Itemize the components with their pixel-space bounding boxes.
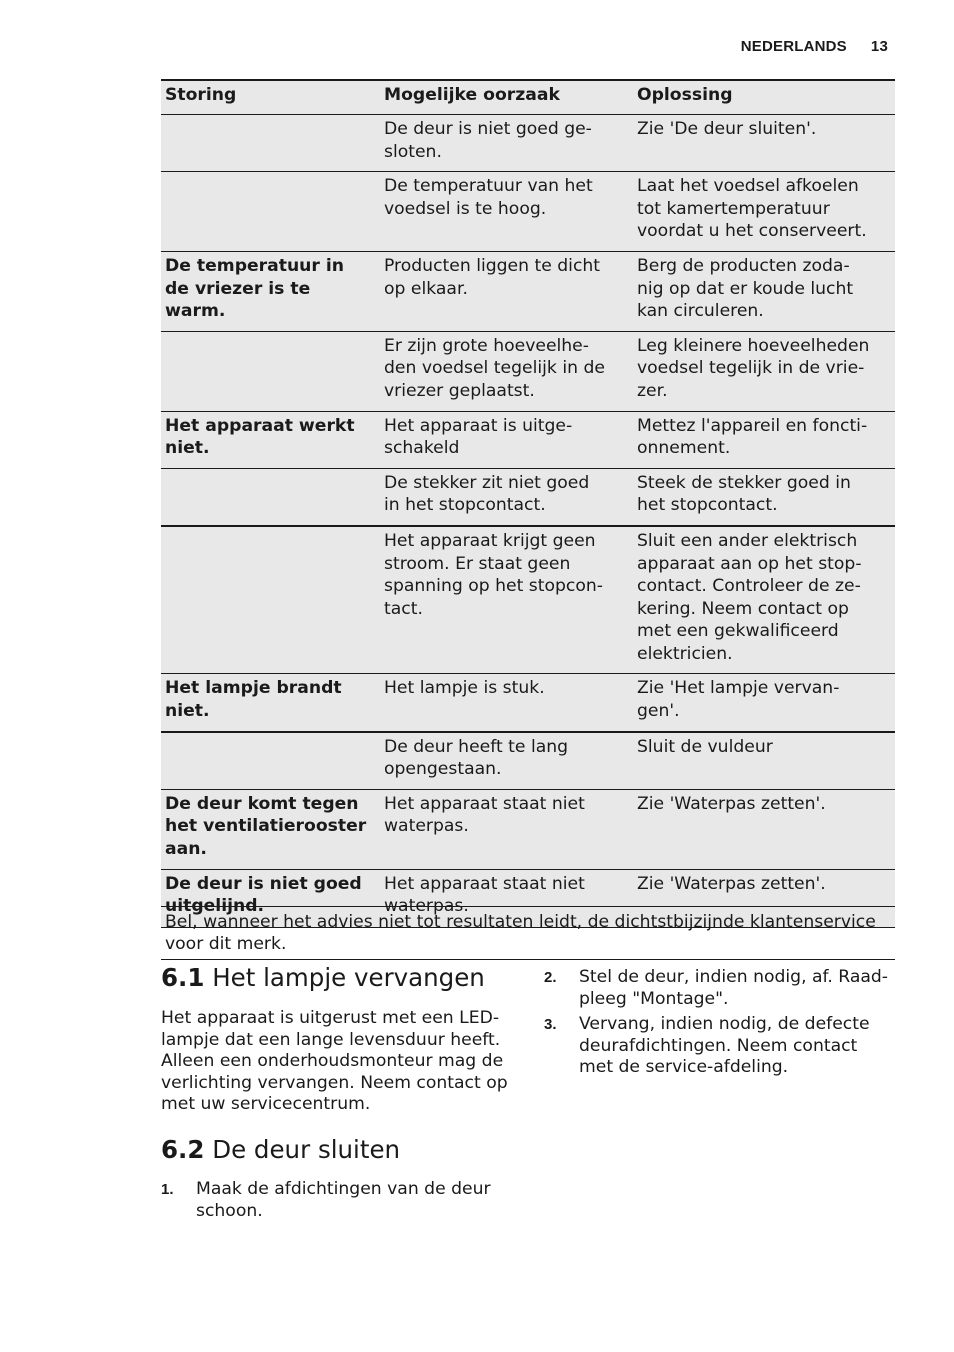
column-header-storing: Storing bbox=[161, 80, 380, 115]
cell-oorzaak: Het apparaat krijgt geen stroom. Er staat geen spanning op het stopcon- tact. bbox=[380, 526, 633, 674]
step-number: 2. bbox=[544, 969, 557, 986]
cell-oorzaak: De deur is niet goed ge- sloten. bbox=[380, 115, 633, 172]
step-text: Stel de deur, indien nodig, af. Raad- pleeg "Montage". bbox=[579, 967, 888, 1009]
cell-oorzaak: Het lampje is stuk. bbox=[380, 674, 633, 732]
table-row bbox=[161, 172, 895, 252]
cell-storing bbox=[161, 331, 380, 411]
cell-storing: De deur komt tegen het ventilatierooster aan. bbox=[161, 789, 380, 869]
troubleshooting-table bbox=[161, 79, 895, 928]
table-row bbox=[161, 251, 895, 331]
table-row bbox=[161, 789, 895, 869]
section-number: 6.1 bbox=[161, 963, 205, 992]
cell-storing: De deur is niet goed uitgelijnd. bbox=[161, 869, 380, 927]
cell-oplossing: Sluit de vuldeur bbox=[633, 732, 895, 790]
column-header-oorzaak: Mogelijke oorzaak bbox=[380, 80, 633, 115]
section-6-2-title bbox=[161, 1135, 400, 1164]
table-note bbox=[161, 906, 895, 960]
section-number: 6.2 bbox=[161, 1135, 205, 1164]
cell-storing bbox=[161, 172, 380, 252]
table-row bbox=[161, 674, 895, 732]
section-heading: Het lampje vervangen bbox=[212, 963, 485, 992]
cell-oplossing: Laat het voedsel afkoelen tot kamertemperatuur voordat u het conserveert. bbox=[633, 172, 895, 252]
section-label: NEDERLANDS bbox=[740, 38, 847, 55]
cell-storing bbox=[161, 468, 380, 526]
table-header-row bbox=[161, 80, 895, 115]
step-number: 3. bbox=[544, 1016, 557, 1033]
cell-oorzaak: Producten liggen te dicht op elkaar. bbox=[380, 251, 633, 331]
cell-oorzaak: De stekker zit niet goed in het stopcontact. bbox=[380, 468, 633, 526]
cell-oplossing: Steek de stekker goed in het stopcontact. bbox=[633, 468, 895, 526]
section-6-1-text: Het apparaat is uitgerust met een LED- lampje dat een lange levensduur heeft. Alleen een onderhoudsmonteur mag de verlichting vervangen. Neem contact op met uw servicecentrum. bbox=[161, 1008, 508, 1114]
cell-oorzaak: De deur heeft te lang opengestaan. bbox=[380, 732, 633, 790]
table-row bbox=[161, 468, 895, 526]
step-text: Maak de afdichtingen van de deur schoon. bbox=[196, 1179, 491, 1221]
table-row bbox=[161, 331, 895, 411]
cell-oorzaak: Het apparaat is uitge- schakeld bbox=[380, 411, 633, 468]
table-row bbox=[161, 115, 895, 172]
cell-oplossing: Leg kleinere hoeveelheden voedsel tegelijk in de vrie- zer. bbox=[633, 331, 895, 411]
cell-storing bbox=[161, 732, 380, 790]
cell-storing: Het apparaat werkt niet. bbox=[161, 411, 380, 468]
page-number: 13 bbox=[870, 38, 888, 55]
cell-oorzaak: Het apparaat staat niet waterpas. bbox=[380, 789, 633, 869]
cell-storing: De temperatuur in de vriezer is te warm. bbox=[161, 251, 380, 331]
cell-oplossing: Zie 'De deur sluiten'. bbox=[633, 115, 895, 172]
cell-oorzaak: Het apparaat staat niet waterpas. bbox=[380, 869, 633, 927]
cell-storing bbox=[161, 526, 380, 674]
section-heading: De deur sluiten bbox=[212, 1135, 401, 1164]
page-header bbox=[741, 38, 888, 55]
cell-storing: Het lampje brandt niet. bbox=[161, 674, 380, 732]
step-text: Vervang, indien nodig, de defecte deurafdichtingen. Neem contact met de service-afdeling. bbox=[579, 1014, 870, 1077]
cell-oorzaak: De temperatuur van het voedsel is te hoog. bbox=[380, 172, 633, 252]
table-row bbox=[161, 526, 895, 674]
table-row bbox=[161, 411, 895, 468]
cell-oplossing: Zie 'Waterpas zetten'. bbox=[633, 789, 895, 869]
column-header-oplossing: Oplossing bbox=[633, 80, 895, 115]
cell-oplossing: Berg de producten zoda- nig op dat er koude lucht kan circuleren. bbox=[633, 251, 895, 331]
cell-oplossing: Zie 'Waterpas zetten'. bbox=[633, 869, 895, 927]
step-number: 1. bbox=[161, 1181, 174, 1198]
cell-storing bbox=[161, 115, 380, 172]
cell-oorzaak: Er zijn grote hoeveelhe- den voedsel tegelijk in de vriezer geplaatst. bbox=[380, 331, 633, 411]
cell-oplossing: Sluit een ander elektrisch apparaat aan op het stop- contact. Controleer de ze- kering. Neem contact op met een gekwalificeerd elektricien. bbox=[633, 526, 895, 674]
table-note-text: Bel, wanneer het advies niet tot resultaten leidt, de dichtstbijzijnde klantenservice voor dit merk. bbox=[165, 912, 876, 954]
cell-oplossing: Zie 'Het lampje vervan- gen'. bbox=[633, 674, 895, 732]
section-6-1-title bbox=[161, 963, 485, 992]
cell-oplossing: Mettez l'appareil en foncti- onnement. bbox=[633, 411, 895, 468]
table-row bbox=[161, 732, 895, 790]
